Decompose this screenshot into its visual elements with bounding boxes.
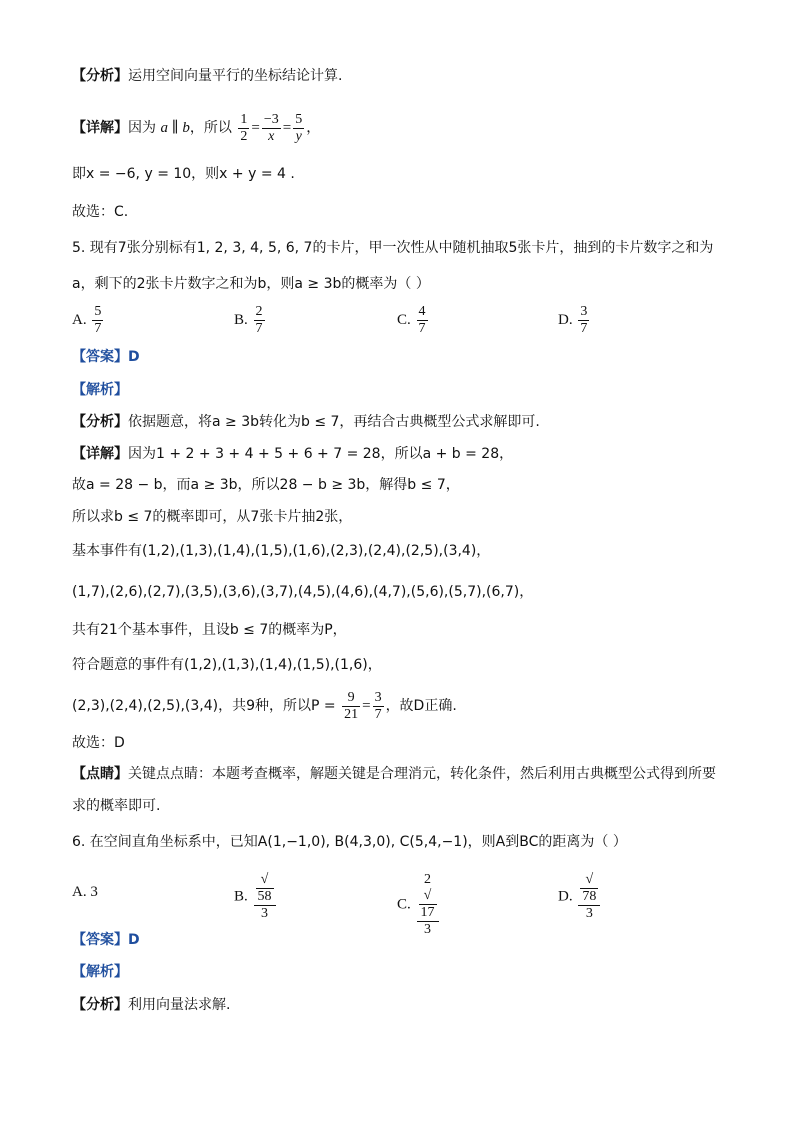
q5-stem-line2: a，剩下的2张卡片数字之和为b，则a ≥ 3b的概率为（ ） [72, 276, 430, 292]
q5-line-b: 所以求b ≤ 7的概率即可，从7张卡片抽2张， [72, 509, 353, 525]
q5-tip-line1: 【点睛】关键点点睛：本题考查概率，解题关键是合理消元，转化条件，然后利用古典概型公式得到所要 [72, 766, 716, 782]
vector-parallel: a ∥ b [160, 120, 190, 136]
detail-text-b: ，所以 [189, 120, 232, 136]
q4-result-line: 即x = −6, y = 10，则x + y = 4 . [72, 166, 295, 182]
q4-detail-line: 【详解】因为 a ∥ b，所以 $\frac{1}{2}$ = $\frac{-3}{x}$ = $\frac{5}{y}$ ， [72, 111, 321, 144]
fraction: $\frac{-3}{x}$ [263, 111, 279, 144]
q5-tip-line2: 求的概率即可. [72, 798, 161, 814]
q5-line-g: (2,3),(2,4),(2,5),(3,4)，共9种，所以P = $\frac{9}{21}$ = $\frac{3}{7}$ ，故D正确. [72, 689, 457, 722]
q5-option-a: A. $\frac{5}{7}$ [72, 304, 102, 336]
q5-answer: 【答案】D [72, 349, 140, 365]
fraction: $\frac{1}{2}$ [240, 111, 248, 144]
q5-line-c: 基本事件有(1,2),(1,3),(1,4),(1,5),(1,6),(2,3),(2,4),(2,5),(3,4)， [72, 543, 491, 559]
q6-analysis-line: 【分析】利用向量法求解. [72, 997, 231, 1013]
q5-answer-select: 故选：D [72, 735, 125, 751]
q5-line-a: 故a = 28 − b，而a ≥ 3b，所以28 − b ≥ 3b，解得b ≤ 7， [72, 477, 460, 493]
q4-analysis-line [72, 66, 342, 86]
q6-stem: 6. 在空间直角坐标系中，已知A(1,−1,0), B(4,3,0), C(5,4,−1)，则A到BC的距离为（ ） [72, 834, 627, 850]
q5-analysis-line: 【分析】依据题意，将a ≥ 3b转化为b ≤ 7，再结合古典概型公式求解即可. [72, 414, 540, 430]
q6-answer: 【答案】D [72, 932, 140, 948]
q5-option-b: B. $\frac{2}{7}$ [234, 304, 263, 336]
q5-stem-line1: 5. 现有7张分别标有1, 2, 3, 4, 5, 6, 7的卡片，甲一次性从中随机抽取5张卡片，抽到的卡片数字之和为 [72, 240, 714, 256]
q5-line-f: 符合题意的事件有(1,2),(1,3),(1,4),(1,5),(1,6)， [72, 657, 382, 673]
analysis-text: 运用空间向量平行的坐标结论计算. [128, 68, 343, 84]
q5-option-d: D. $\frac{3}{7}$ [558, 304, 588, 336]
detail-tag: 【详解】 [72, 120, 128, 136]
q6-option-b: B. √ 58 3 [234, 872, 278, 922]
q5-solution-tag: 【解析】 [72, 382, 128, 398]
q6-option-a: A. 3 [72, 884, 98, 900]
fraction: $\frac{5}{y}$ [295, 111, 303, 144]
q5-option-c: C. $\frac{4}{7}$ [397, 304, 426, 336]
detail-text-a: 因为 [128, 120, 156, 136]
q6-solution-tag: 【解析】 [72, 964, 128, 980]
q5-line-d: (1,7),(2,6),(2,7),(3,5),(3,6),(3,7),(4,5),(4,6),(4,7),(5,6),(5,7),(6,7)， [72, 584, 534, 600]
q5-line-e: 共有21个基本事件，且设b ≤ 7的概率为P， [72, 622, 347, 638]
q5-detail-line: 【详解】因为1 + 2 + 3 + 4 + 5 + 6 + 7 = 28，所以a + b = 28， [72, 446, 514, 462]
q4-answer-select: 故选：C. [72, 204, 129, 220]
q6-option-d: D. √ 78 3 [558, 872, 602, 922]
analysis-tag: 【分析】 [72, 68, 128, 84]
q6-option-c: C. 2 √ 17 3 [397, 872, 441, 938]
